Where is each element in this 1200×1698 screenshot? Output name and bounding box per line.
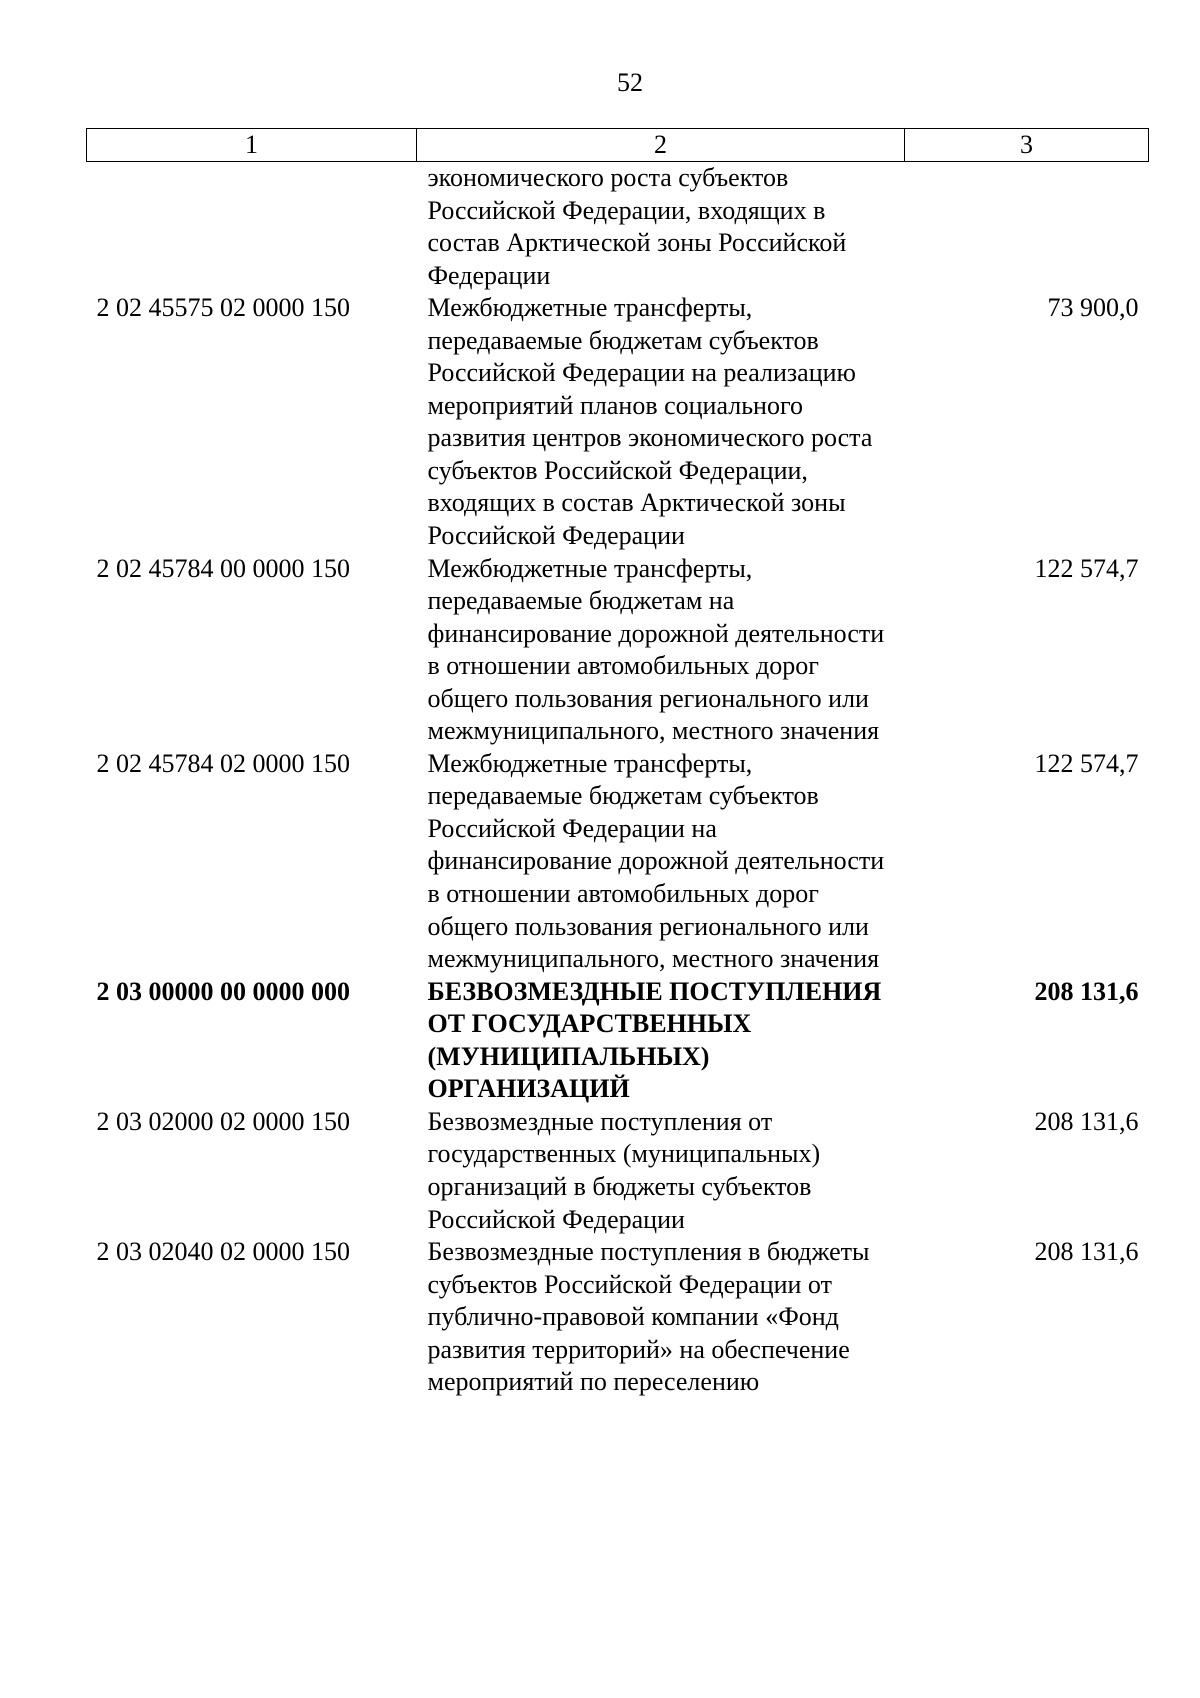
row-code <box>87 162 417 293</box>
budget-table <box>86 128 1149 1399</box>
header-row <box>87 129 1149 162</box>
row-description: Безвозмездные поступления от государственных (муниципальных) организаций в бюджеты субъектов Российской Федерации <box>427 1106 821 1234</box>
table-row <box>87 1236 1149 1399</box>
table-row <box>87 162 1149 293</box>
row-amount: 122 574,7 <box>1034 553 1139 583</box>
row-description: экономического роста субъектов Российской Федерации, входящих в состав Арктической зоны Российской Федерации <box>427 163 847 290</box>
table-row <box>87 292 1149 552</box>
table-row <box>87 553 1149 748</box>
row-code: 2 02 45784 00 0000 150 <box>96 553 350 583</box>
table-row <box>87 1106 1149 1236</box>
row-amount: 73 900,0 <box>1047 293 1139 323</box>
row-description: Межбюджетные трансферты, передаваемые бюджетам на финансирование дорожной деятельности в отношении автомобильных дорог общего пользования регионального или межмуниципального, местного значения <box>427 553 885 746</box>
row-amount <box>905 162 1149 293</box>
column-header-1: 1 <box>87 129 417 162</box>
row-amount: 122 574,7 <box>1034 748 1139 778</box>
column-header-2: 2 <box>417 129 905 162</box>
table-row <box>87 748 1149 976</box>
row-code: 2 03 00000 00 0000 000 <box>96 976 350 1006</box>
row-amount: 208 131,6 <box>1034 976 1139 1006</box>
page-number: 52 <box>617 68 643 97</box>
row-description: Межбюджетные трансферты, передаваемые бюджетам субъектов Российской Федерации на реализацию мероприятий планов социального развития центров экономического роста субъектов Российской Федерации, входящих в состав Арктической зоны Российской Федерации <box>427 293 873 551</box>
row-description: Безвозмездные поступления в бюджеты субъектов Российской Федерации от публично-правовой компании «Фонд развития территорий» на обеспечение мероприятий по переселению <box>427 1237 870 1397</box>
row-description: БЕЗВОЗМЕЗДНЫЕ ПОСТУПЛЕНИЯ ОТ ГОСУДАРСТВЕННЫХ (МУНИЦИПАЛЬНЫХ) ОРГАНИЗАЦИЙ <box>427 976 882 1104</box>
table-body <box>87 162 1149 1399</box>
row-description: Межбюджетные трансферты, передаваемые бюджетам субъектов Российской Федерации на финансирование дорожной деятельности в отношении автомобильных дорог общего пользования регионального или межмуниципального, местного значения <box>427 748 885 974</box>
table-row-section-total <box>87 976 1149 1106</box>
row-code: 2 02 45784 02 0000 150 <box>96 748 350 778</box>
column-header-3: 3 <box>905 129 1149 162</box>
row-amount: 208 131,6 <box>1034 1106 1139 1136</box>
row-code: 2 02 45575 02 0000 150 <box>96 293 350 323</box>
row-amount: 208 131,6 <box>1034 1237 1139 1267</box>
row-code: 2 03 02040 02 0000 150 <box>96 1237 350 1267</box>
table-header <box>87 129 1149 162</box>
row-code: 2 03 02000 02 0000 150 <box>96 1106 350 1136</box>
